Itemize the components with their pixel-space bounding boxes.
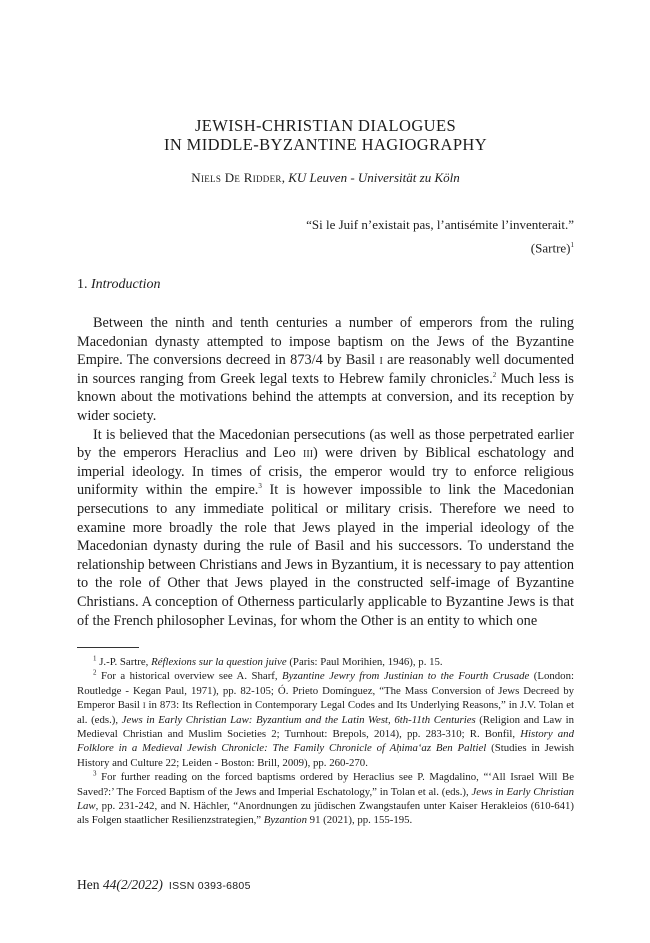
footnote-title: Réflexions sur la question juive (151, 656, 287, 668)
footnote-number: 3 (93, 769, 97, 778)
footnote-text: in 873: Its Reflection in Contemporary Legal Codes and Its Underlying Reasons,” in J.V. Tolan et al. (eds.), (77, 699, 574, 726)
footnote-text: (Studies in Jewish History and Culture 22; Leiden - Boston: Brill, 2009), pp. 260-270. (77, 742, 574, 769)
epigraph-source-line (306, 235, 574, 258)
paragraph-1 (77, 314, 574, 426)
footnote-title: Byzantion (263, 814, 307, 827)
paragraph-1-text-a: Between the ninth and tenth centuries a number of emperors from the ruling Macedonian dynasty attempted to impose baptism on the Jews of the Byzantine Empire. The conversions decreed in 873/4 by Basil (77, 315, 574, 369)
body-text (77, 314, 574, 630)
footnote-title: Jews in Early Christian Law (77, 785, 575, 813)
journal-issue: 44(2/2022) (102, 877, 163, 892)
epigraph (306, 214, 574, 258)
footnote-title: Byzantine Jewry from Justinian to the Fourth Crusade (282, 670, 530, 683)
running-footer (77, 877, 251, 893)
author-separator: , (281, 170, 289, 185)
footnote-text: , pp. 231-242, and N. Hächler, “Anordnungen zu jüdischen Zwangstaufen unter Kaiser Herakleios (610-641) als Folgen staatlicher Resilienzstrategien,” (77, 800, 574, 827)
footnote-1 (77, 655, 574, 669)
section-title: Introduction (91, 277, 161, 292)
issn: ISSN 0393-6805 (168, 880, 251, 892)
section-number: 1. (77, 277, 91, 292)
footnote-text: (Religion and Law in Medieval Christian and Muslim Societies 2; Turnhout: Brepols, 2014), pp. 283-310; R. Bonfil, (77, 713, 574, 741)
article-title (77, 116, 574, 154)
footnote-text: J.-P. Sartre, (96, 656, 152, 668)
roman-numeral: i (379, 352, 383, 369)
footnote-text: For further reading on the forced baptisms ordered by Heraclius see P. Magdalino, “‘All Israel Will Be Saved?:’ The Forced Baptism of the Jews and Imperial Eschatology,” in Tolan et al. (eds.), (77, 771, 574, 798)
author-line (77, 170, 574, 186)
roman-numeral: i (142, 699, 146, 712)
paragraph-1-text-c: Much less is known about the motivations behind the attempts at conversion, and its reception by wider society. (77, 370, 574, 424)
author-affiliation: KU Leuven - Universität zu Köln (288, 170, 460, 185)
footnotes (77, 655, 574, 828)
footnote-divider (77, 647, 139, 648)
footnote-title: History and Folklore in a Medieval Jewish Chronicle: The Family Chronicle of Aḥima‘az Ben Paltiel (77, 728, 574, 755)
footnote-3 (77, 770, 574, 828)
footnote-2 (77, 669, 574, 770)
footnote-title: Jews in Early Christian Law: Byzantium and the Latin West, 6th-11th Centuries (121, 713, 476, 726)
footnote-text: For a historical overview see A. Sharf, (96, 670, 283, 683)
footnote-ref-2[interactable]: 2 (492, 371, 497, 380)
footnote-text: (London: Routledge - Kegan Paul, 1971), pp. 82-105; Ó. Prieto Domínguez, “The Mass Conversion of Jews Decreed by Emperor Basil (77, 670, 574, 712)
footnote-text: 91 (2021), pp. 155-195. (306, 814, 413, 827)
footnote-text: (Paris: Paul Morihien, 1946), p. 15. (286, 656, 443, 668)
paragraph-2 (77, 426, 574, 631)
author-name: Niels De Ridder (191, 170, 282, 185)
epigraph-quote: “Si le Juif n’existait pas, l’antisémite l’inventerait.” (306, 217, 574, 232)
title-line-1: JEWISH-CHRISTIAN DIALOGUES (194, 116, 457, 135)
paragraph-2-text-c: It is however impossible to link the Macedonian persecutions to any immediate political or military crisis. Therefore we need to examine more broadly the role that Jews played in the imperial ideology of the Macedonian dynasty during the rule of Basil and his successors. To understand the relationship between Christians and Jews in Byzantium, it is necessary to pay attention to the role of Other that Jews played in the constructed self-image of Byzantine Christians. A conception of Otherness particularly applicable to Byzantine Jews is that of the French philosopher Levinas, for whom the Other is an entity to which one (77, 482, 574, 629)
paragraph-1-text-b: are reasonably well documented in sources ranging from Greek legal texts to Hebrew family chronicles. (77, 352, 574, 387)
journal-name: Hen (77, 877, 103, 892)
footnote-ref-1[interactable]: 1 (570, 241, 574, 249)
epigraph-source: (Sartre) (530, 240, 571, 256)
footnote-ref-3[interactable]: 3 (258, 482, 262, 491)
title-line-2: IN MIDDLE-BYZANTINE HAGIOGRAPHY (163, 135, 488, 154)
paragraph-2-text-b: ) were driven by Biblical eschatology and imperial ideology. In times of crisis, the emperor would try to enforce religious uniformity within the empire. (77, 445, 574, 499)
section-heading (77, 277, 160, 293)
footnote-number: 2 (93, 668, 97, 677)
paragraph-2-text-a: It is believed that the Macedonian persecutions (as well as those perpetrated earlier by the emperors Heraclius and Leo (77, 426, 574, 462)
footnote-number: 1 (93, 654, 97, 663)
roman-numeral: iii (303, 445, 314, 462)
